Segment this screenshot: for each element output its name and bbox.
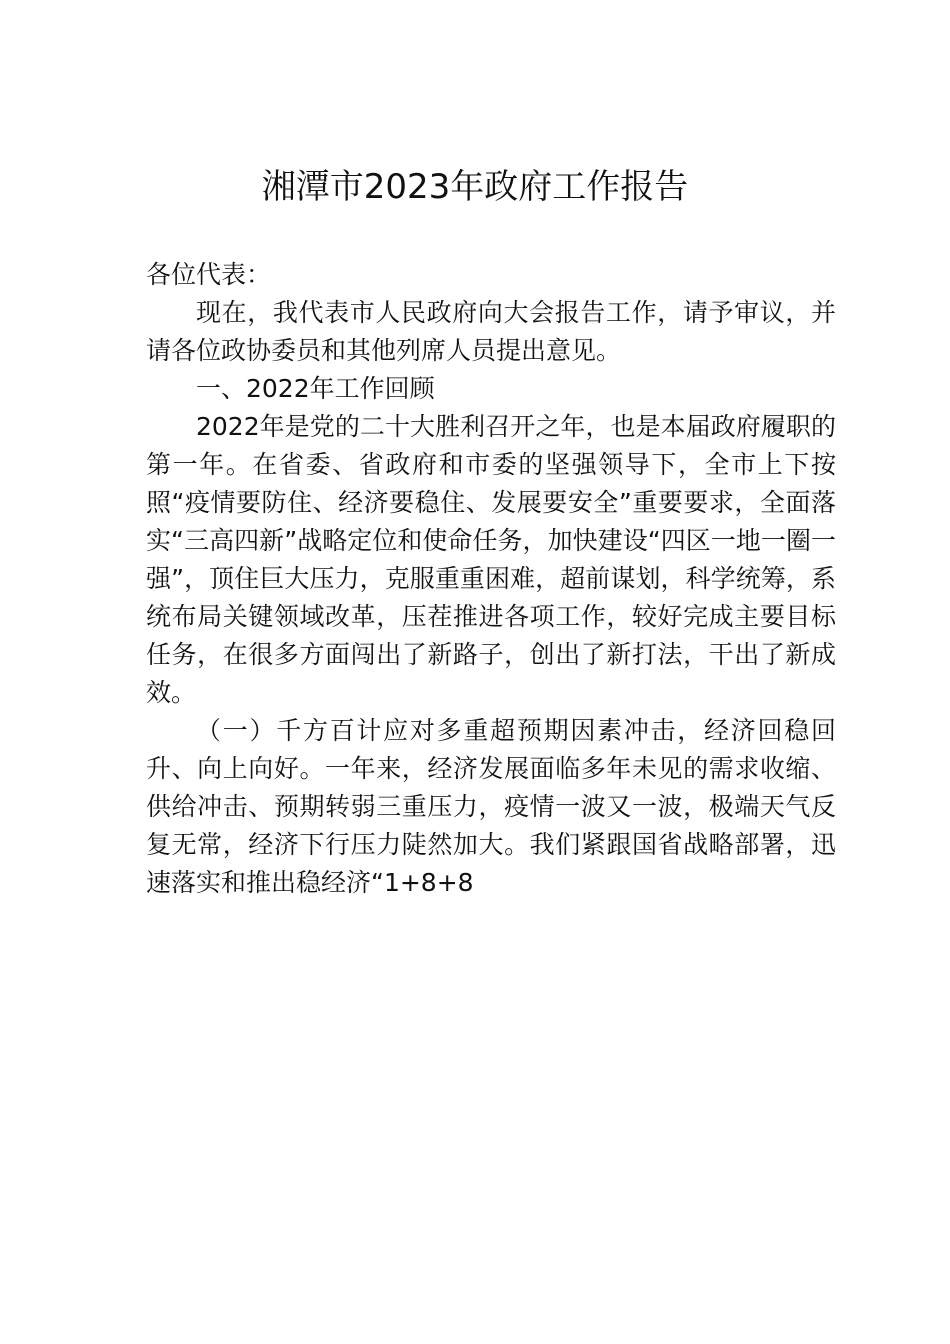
section-heading: 一、2022年工作回顾	[196, 374, 435, 403]
paragraph-intro: 现在，我代表市人民政府向大会报告工作，请予审议，并请各位政协委员和其他列席人员提出意见。	[146, 298, 836, 365]
paragraph-economy: （一）千方百计应对多重超预期因素冲击，经济回稳回升、向上向好。一年来，经济发展面临多年未见的需求收缩、供给冲击、预期转弱三重压力，疫情一波又一波，极端天气反复无常，经济下行压力陡然加大。我们紧跟国省战略部署，迅速落实和推出稳经济“1+8+8	[146, 716, 836, 897]
document-title: 湘潭市2023年政府工作报告	[261, 167, 689, 207]
document-body	[146, 256, 836, 902]
salutation: 各位代表：	[146, 260, 272, 289]
paragraph-review: 2022年是党的二十大胜利召开之年，也是本届政府履职的第一年。在省委、省政府和市委的坚强领导下，全市上下按照“疫情要防住、经济要稳住、发展要安全”重要要求，全面落实“三高四新”战略定位和使命任务，加快建设“四区一地一圈一强”，顶住巨大压力，克服重重困难，超前谋划，科学统筹，系统布局关键领域改革，压茬推进各项工作，较好完成主要目标任务，在很多方面闯出了新路子，创出了新打法，干出了新成效。	[146, 412, 836, 707]
